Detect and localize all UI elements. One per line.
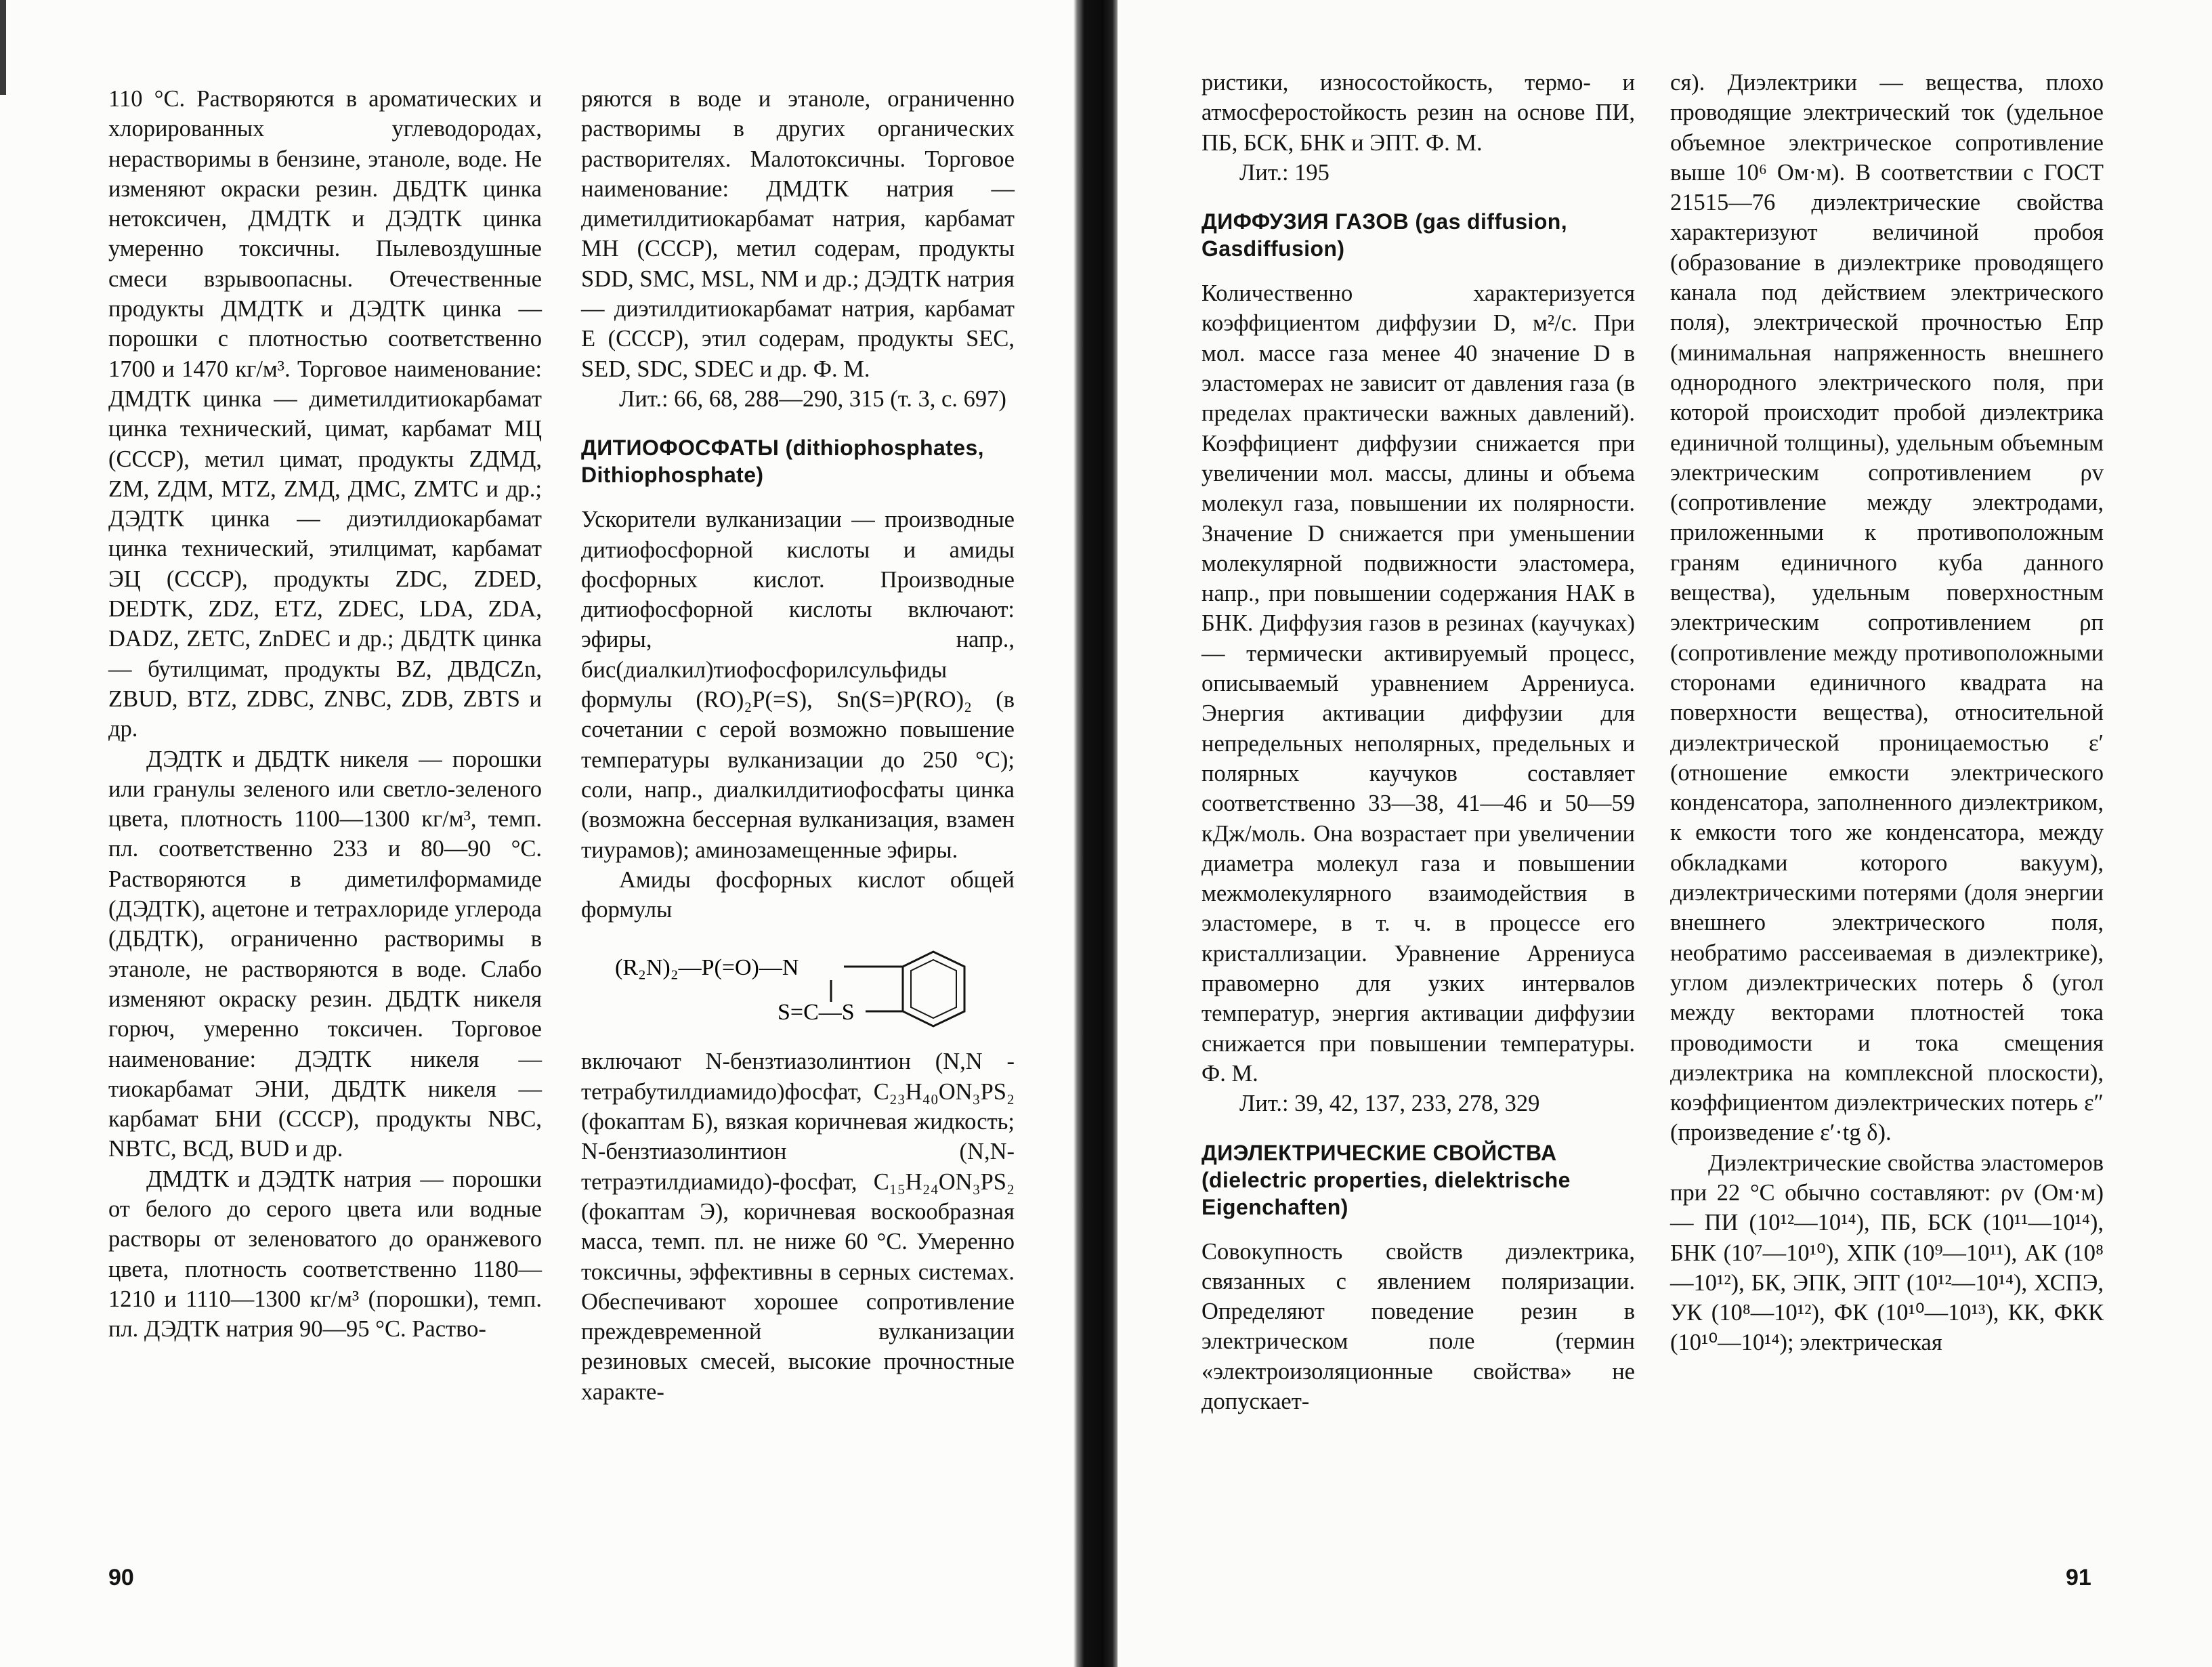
right-page <box>1118 0 2212 1667</box>
entry-heading: ДИЭЛЕКТРИЧЕСКИЕ СВОЙСТВА (dielectric properties, dielektrische Eigenchaften) <box>1201 1140 1571 1219</box>
paragraph: Ускорители вулканизации — производные дитиофосфорной кислоты и амиды фосфорных кислот. Производные дитиофосфорной кислоты включают: эфиры, напр., бис(диалкил)тиофосфорилсульфиды формулы (RO)₂P(=S), Sn(S=)P(RO)₂ (в сочетании с серой возможно повышение температуры вулканизации до 250 °C); соли, напр., диалкилдитиофосфаты цинка (возможна бессерная вулканизация, взамен тиурамов); аминозамещенные эфиры. <box>581 507 1015 863</box>
paragraph: ДМДТК и ДЭДТК натрия — порошки от белого до серого цвета или водные растворы от зеленоватого до оранжевого цвета, плотность соответственно 1180—1210 и 1110—1300 кг/м³ (порошки), темп. пл. ДЭДТК натрия 90—95 °C. Раство- <box>108 1166 542 1343</box>
left-page <box>0 0 1070 1667</box>
paragraph: ДЭДТК и ДБДТК никеля — порошки или гранулы зеленого или светло-зеленого цвета, плотность 1100—1300 кг/м³, темп. пл. соответственно 233 и 80—90 °C. Растворяются в диметилформамиде (ДЭДТК), ацетоне и тетрахлориде углерода (ДБДТК), ограниченно растворимы в этаноле, не растворяются в воде. Слабо изменяют окраску резин. ДБДТК никеля горюч, умеренно токсичен. Торговое наименование: ДЭДТК никеля — тиокарбамат ЭНИ, ДБДТК никеля — карбамат БНИ (СССР), продукты NBC, NBTC, ВСД, BUD и др. <box>108 746 542 1162</box>
book-gutter <box>1073 0 1122 1667</box>
page-edge-mark <box>0 0 6 95</box>
entry-heading: ДИФФУЗИЯ ГАЗОВ (gas diffusion, Gasdiffusion) <box>1201 209 1568 261</box>
page-number: 90 <box>108 1565 134 1590</box>
entry-heading: ДИТИОФОСФАТЫ (dithiophosphates, Dithiophosphate) <box>581 436 984 488</box>
paragraph: Совокупность свойств диэлектрика, связанных с явлением поляризации. Определяют поведение резин в электрическом поле (термин «электроизоляционные свойства» не допускает- <box>1201 1238 1635 1414</box>
paragraph: Диэлектрические свойства эластомеров при 22 °C обычно составляют: ρv (Ом·м) — ПИ (10¹²—10¹⁴), ПБ, БСК (10¹¹—10¹⁴), БНК (10⁷—10¹⁰), ХПК (10⁹—10¹¹), АК (10⁸—10¹²), БК, ЭПК, ЭПТ (10¹²—10¹⁴), ХСПЭ, УК (10⁸—10¹²), ФК (10¹⁰—10¹³), КК, ФКК (10¹⁰—10¹⁴); электрическая <box>1670 1149 2104 1356</box>
right-column-2 <box>1670 68 2104 1358</box>
formula-top: (R₂N)₂—P(=O)—N <box>615 955 799 981</box>
paragraph: 110 °C. Растворяются в ароматических и хлорированных углеводородах, нерастворимы в бензине, этаноле, воде. Не изменяют окраски резин. ДБДТК цинка нетоксичен, ДМДТК и ДЭДТК цинка умеренно токсичны. Пылевоздушные смеси взрывоопасны. Отечественные продукты ДМДТК и ДЭДТК цинка — порошки с плотностью соответственно 1700 и 1470 кг/м³. Торговое наименование: ДМДТК цинка — диметилдитиокарбамат цинка технический, цимат, карбамат МЦ (СССР), метил цимат, продукты ZДМД, ZM, ZДМ, MTZ, ZМД, ДМС, ZMTC и др.; ДЭДТК цинка — диэтилдиокарбамат цинка технический, этилцимат, карбамат ЭЦ (СССР), продукты ZDC, ZDED, DEDTK, ZDZ, ETZ, ZDEC, LDA, ZDA, DADZ, ZETC, ZnDEC и др.; ДБДТК цинка — бутилцимат, продукты BZ, ДВДСZn, ZBUD, BTZ, ZDBC, ZNBC, ZDB, ZBTS и др. <box>108 86 542 742</box>
page-number: 91 <box>2066 1565 2091 1590</box>
right-column-1 <box>1201 68 1635 1416</box>
literature-ref: Лит.: 39, 42, 137, 233, 278, 329 <box>1239 1091 1540 1117</box>
chemical-formula <box>581 940 1015 1034</box>
literature-ref: Лит.: 195 <box>1239 159 1330 186</box>
paragraph: ся). Диэлектрики — вещества, плохо проводящие электрический ток (удельное объемное электрическое сопротивление выше 10⁶ Ом·м). В соответствии с ГОСТ 21515—76 диэлектрические свойства характеризуют величиной пробоя (образование в диэлектрике проводящего канала под действием электрического поля), электрической прочностью Eпр (минимальная напряженность внешнего однородного электрического поля, при которой происходит пробой диэлектрика единичной толщины), удельным объемным электрическим сопротивлением ρv (сопротивление между электродами, приложенными к противоположным граням единичного куба данного вещества), удельным поверхностным электрическим сопротивлением ρп (сопротивление между противоположными сторонами единичного квадрата на поверхности вещества), относительной диэлектрической проницаемостью ε′ (отношение емкости электрического конденсатора, заполненного диэлектриком, к емкости того же конденсатора, между обкладками которого вакуум), диэлектрическими потерями (доля энергии внешнего электрического поля, необратимо рассеиваемая в диэлектрике), углом диэлектрических потерь δ (угол между векторами плотностей тока проводимости и тока смещения диэлектрика на комплексной плоскости), коэффициентом диэлектрических потерь ε″ (произведение ε′·tg δ). <box>1670 70 2104 1146</box>
paragraph: ряются в воде и этаноле, ограниченно растворимы в других органических растворителях. Малотоксичны. Торговое наименование: ДМДТК натрия — диметилдитиокарбамат натрия, карбамат МН (СССР), метил содерам, продукты SDD, SMC, MSL, NM и др.; ДЭДТК натрия — диэтилдитиокарбамат натрия, карбамат Е (СССР), этил содерам, продукты SEC, SED, SDC, SDEC и др. Ф. М. <box>581 86 1015 382</box>
formula-bottom: S=C—S <box>778 1000 855 1026</box>
paragraph: Амиды фосфорных кислот общей формулы <box>581 866 1015 923</box>
paragraph: Количественно характеризуется коэффициентом диффузии D, м²/с. При мол. массе газа менее 40 значение D в эластомерах не зависит от давления газа (в пределах практически важных давлений). Коэффициент диффузии снижается при увеличении мол. массы, длины и объема молекул газа, повышении их полярности. Значение D снижается при уменьшении молекулярной подвижности эластомера, напр., при повышении содержания НАК в БНК. Диффузия газов в резинах (каучуках) — термически активируемый процесс, описываемый уравнением Аррениуса. Энергия активации диффузии для непредельных неполярных, предельных и полярных каучуков составляет соответственно 33—38, 41—46 и 50—59 кДж/моль. Она возрастает при увеличении диаметра молекул газа и повышении межмолекулярного взаимодействия в эластомере, в т. ч. в процессе его кристаллизации. Уравнение Аррениуса правомерно для узких интервалов температур, энергия активации диффузии снижается при повышении температуры. Ф. М. <box>1201 280 1635 1086</box>
paragraph: включают N-бензтиазолинтион (N,N - тетрабутилдиамидо)фосфат, C₂₃H₄₀ON₃PS₂ (фокаптам Б), вязкая коричневая жидкость; N-бензтиазолинтион (N,N-тетраэтилдиамидо)-фосфат, C₁₅H₂₄ON₃PS₂ (фокаптам Э), коричневая воскообразная масса, темп. пл. не ниже 60 °C. Умеренно токсичны, эффективны в серных системах. Обеспечивают хорошее сопротивление преждевременной вулканизации резиновых смесей, высокие прочностные характе- <box>581 1049 1015 1405</box>
literature-ref: Лит.: 66, 68, 288—290, 315 (т. 3, с. 697) <box>619 385 1006 412</box>
left-column-2 <box>581 84 1015 1407</box>
paragraph: ристики, износостойкость, термо- и атмосферостойкость резин на основе ПИ, ПБ, БСК, БНК и ЭПТ. Ф. М. <box>1201 70 1635 156</box>
left-column-1 <box>108 84 542 1344</box>
benzothiazole-structure-icon <box>581 940 1015 1034</box>
